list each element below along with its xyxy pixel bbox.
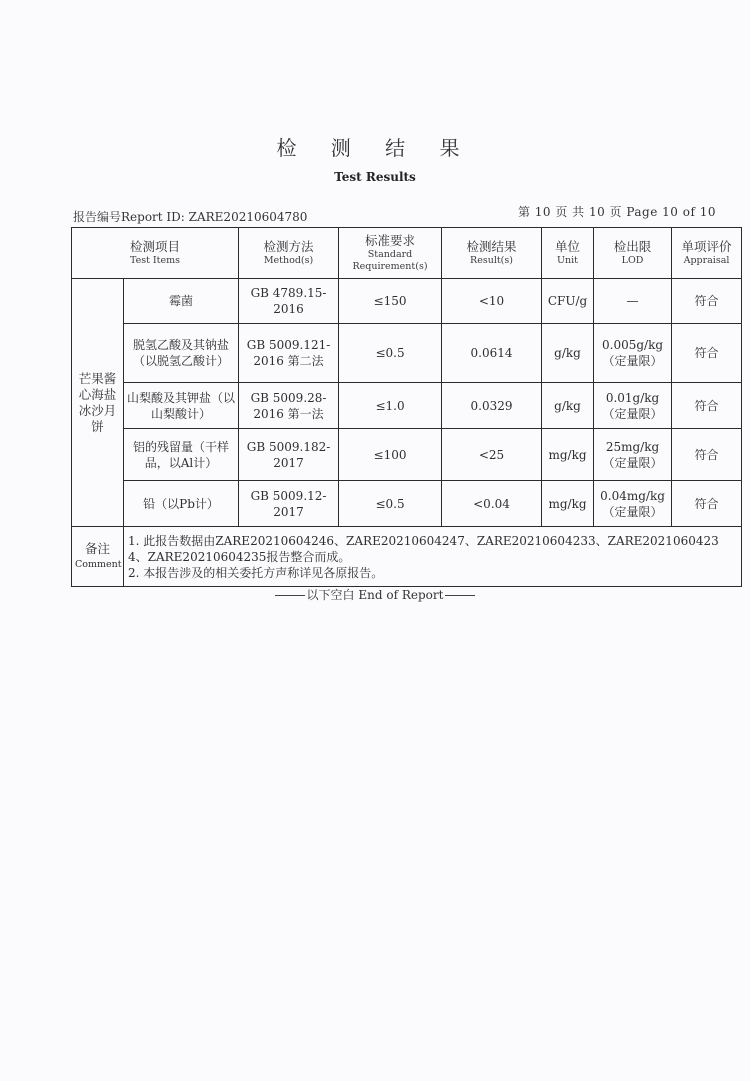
appraisal: 符合 [672, 279, 742, 324]
test-method: GB 4789.15-2016 [239, 279, 339, 324]
dash-left [275, 595, 305, 596]
header-method: 检测方法 Method(s) [239, 228, 339, 279]
header-lod: 检出限 LOD [594, 228, 672, 279]
end-of-report [0, 586, 750, 603]
test-item: 山梨酸及其钾盐（以山梨酸计） [124, 383, 239, 429]
end-of-report-text: 以下空白 End of Report [306, 588, 444, 602]
requirement: ≤1.0 [339, 383, 442, 429]
appraisal: 符合 [672, 324, 742, 383]
lod: 25mg/kg（定量限） [594, 429, 672, 481]
lod: — [594, 279, 672, 324]
comment-text [124, 527, 742, 587]
unit: g/kg [542, 383, 594, 429]
unit: CFU/g [542, 279, 594, 324]
result: <0.04 [442, 481, 542, 527]
dash-right [445, 595, 475, 596]
requirement: ≤0.5 [339, 324, 442, 383]
comment-line-2: 2. 本报告涉及的相关委托方声称详见各原报告。 [128, 565, 384, 580]
header-row [72, 228, 742, 279]
test-item: 脱氢乙酸及其钠盐（以脱氢乙酸计） [124, 324, 239, 383]
table-row [72, 383, 742, 429]
header-appraisal: 单项评价 Appraisal [672, 228, 742, 279]
page-subtitle: Test Results [334, 170, 416, 184]
unit: g/kg [542, 324, 594, 383]
lod: 0.005g/kg（定量限） [594, 324, 672, 383]
requirement: ≤100 [339, 429, 442, 481]
table-row [72, 481, 742, 527]
test-item: 霉菌 [124, 279, 239, 324]
test-method: GB 5009.121-2016 第二法 [239, 324, 339, 383]
appraisal: 符合 [672, 481, 742, 527]
comment-line-1: 1. 此报告数据由ZARE20210604246、ZARE20210604247、ZARE20210604233、ZARE20210604234、ZARE20210604235报告整合而成。 [128, 533, 719, 564]
result: <25 [442, 429, 542, 481]
requirement: ≤150 [339, 279, 442, 324]
report-id: 报告编号Report ID: ZARE20210604780 [73, 210, 308, 224]
test-method: GB 5009.28-2016 第一法 [239, 383, 339, 429]
appraisal: 符合 [672, 383, 742, 429]
comment-row [72, 527, 742, 587]
table-row [72, 324, 742, 383]
unit: mg/kg [542, 429, 594, 481]
requirement: ≤0.5 [339, 481, 442, 527]
result: 0.0329 [442, 383, 542, 429]
header-unit: 单位 Unit [542, 228, 594, 279]
test-item: 铅（以Pb计） [124, 481, 239, 527]
header-test-items: 检测项目 Test Items [72, 228, 239, 279]
header-requirement: 标准要求 Standard Requirement(s) [339, 228, 442, 279]
result: <10 [442, 279, 542, 324]
sample-name: 芒果酱心海盐冰沙月饼 [72, 279, 124, 527]
results-table [71, 227, 742, 587]
result: 0.0614 [442, 324, 542, 383]
lod: 0.01g/kg（定量限） [594, 383, 672, 429]
unit: mg/kg [542, 481, 594, 527]
test-method: GB 5009.12-2017 [239, 481, 339, 527]
header-result: 检测结果 Result(s) [442, 228, 542, 279]
appraisal: 符合 [672, 429, 742, 481]
table-row [72, 279, 742, 324]
page-number: 第 10 页 共 10 页 Page 10 of 10 [517, 205, 716, 219]
page-title: 检 测 结 果 [276, 136, 474, 160]
test-method: GB 5009.182-2017 [239, 429, 339, 481]
lod: 0.04mg/kg（定量限） [594, 481, 672, 527]
comment-label: 备注 Comment [72, 527, 124, 587]
table-row [72, 429, 742, 481]
test-item: 铝的残留量（干样品，以Al计） [124, 429, 239, 481]
